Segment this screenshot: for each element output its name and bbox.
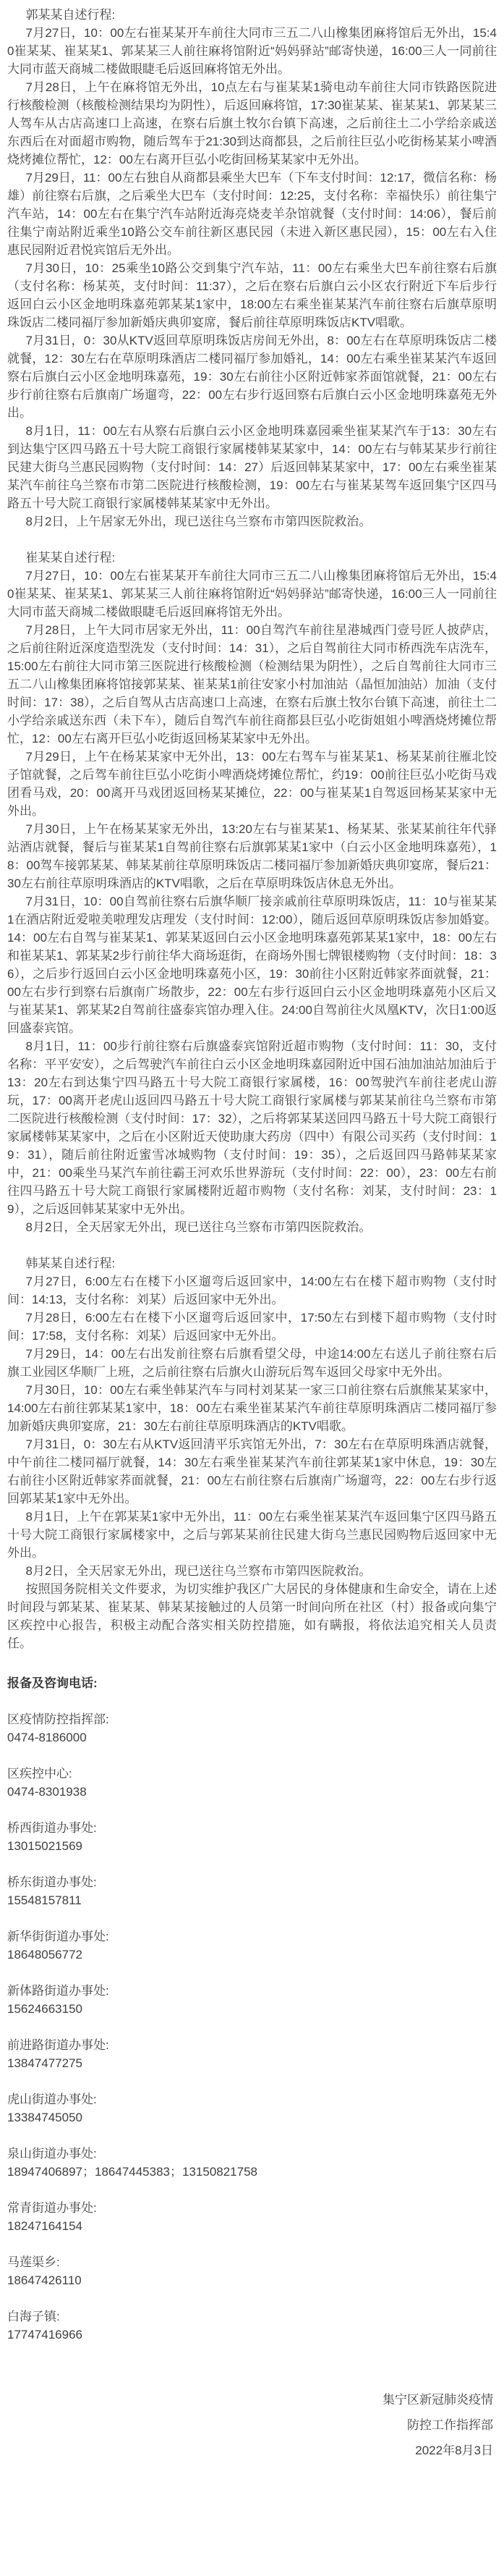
hotline-entry	[7, 2307, 497, 2344]
hotline-entry	[7, 1927, 497, 1964]
hotline-phone: 13847477275	[7, 2056, 83, 2070]
hotline-name: 马莲渠乡:	[7, 2255, 60, 2269]
notice-paragraph: 按照国务院相关文件要求，为切实维护我区广大居民的身体健康和生命安全，请在上述时间段与郭某某、崔某某、韩某某接触过的人员第一时间向所在社区（村）报备或向集宁区疾控中心报告，积极主动配合落实相关防控措施，如有瞒报，将依法追究相关人员责任。	[7, 1582, 497, 1650]
itinerary-paragraph: 8月1日，11：00步行前往察右后旗盛泰宾馆附近超市购物（支付时间：11：30，支付名称：平平安安），之后驾驶汽车前往白云小区金地明珠嘉园附近中国石油加油站加油后于13：20左右到达集宁四马路五十号大院工商银行家属楼，16：00驾驶汽车前往老虎山游玩，17：00离开老虎山返回四马路五十号大院工商银行家属楼与郭某某前往乌兰察布市第二医院进行核酸检测（支付时间：17：32），之后将郭某某送回四马路五十号大院工商银行家属楼韩某某家中，之后在小区附近天使助康大药房（四中）有限公司买药（支付时间：19：31），随后前往附近蜜雪冰城购物（支付时间：19：35），之后返回四马路韩某某家中，21：00乘坐马某汽车前往霸王河欢乐世界游玩（支付时间：22：00），23：00左右前往四马路五十号大院工商银行家属楼附近超市购物（支付名称：刘某，支付时间：23：19），之后返回韩某某家中无外出。	[7, 1039, 497, 1216]
section-title: 郭某某自述行程:	[25, 8, 116, 22]
itinerary-section-han	[7, 1254, 497, 1580]
hotline-phone: 0474-8186000	[7, 1731, 87, 1744]
itinerary-section-cui	[7, 549, 497, 1236]
hotline-name: 新华街街道办事处:	[7, 1930, 109, 1943]
hotline-phone: 18947406897；18647445383；13150821758	[7, 2165, 258, 2179]
itinerary-paragraph: 7月29日，11：00左右独自从商都县乘坐大巴车（下车支付时间：12:17，微信名称：杨雄）前往察右后旗，之后乘坐大巴车（支付时间：12:25，支付名称：幸福快乐）前往集宁汽车站，14：00左右在集宁汽车站附近海亮烧麦羊杂馆就餐（支付时间：14:06），餐后前往集宁南站附近乘坐10路公交车前往新区惠民园（未进入新区惠民园），15：00左右入住惠民园附近君悦宾馆后无外出。	[7, 171, 497, 257]
itinerary-paragraph: 8月1日，上午在郭某某1家中无外出，11：00左右乘坐崔某某汽车返回集宁区四马路五十号大院工商银行家属楼家中，之后与郭某某前往民建大街乌兰惠民园购物后返回家中无外出。	[7, 1510, 497, 1560]
hotline-entry	[7, 1765, 497, 1801]
hotline-entry	[7, 1819, 497, 1855]
hotline-name: 虎山街道办事处:	[7, 2093, 97, 2106]
hotline-name: 常青街道办事处:	[7, 2201, 97, 2215]
itinerary-paragraph: 7月27日，10：00左右崔某某开车前往大同市三五二八山橡集团麻将馆后无外出，15:40崔某某、崔某某1、郭某某三人前往麻将馆附近“妈妈驿站”邮寄快递，16:00三人一同前往大同市蓝天商城二楼做眼睫毛后返回麻将馆无外出。	[7, 26, 497, 76]
hotline-entry	[7, 2090, 497, 2127]
hotlines-title: 报备及咨询电话:	[7, 1676, 98, 1690]
hotline-phone: 13384745050	[7, 2111, 83, 2124]
signature-date: 2022年8月3日	[415, 2444, 493, 2457]
itinerary-paragraph: 7月28日，6:00左右在楼下小区遛弯后返回家中，17:50左右到楼下超市购物（支付时间：17:58，支付名称：刘某）后返回家中无外出。	[7, 1311, 497, 1343]
hotline-phone: 13015021569	[7, 1839, 83, 1853]
hotline-name: 白海子镇:	[7, 2310, 60, 2323]
itinerary-paragraph: 7月31日，10：00自驾前往察右后旗华顺厂接亲戚前往草原明珠饭店，11：10与崔某某1在酒店附近爱啦美啦理发店理发（支付时间：12:00），随后返回草原明珠饭店参加婚宴。14：00左右自驾与崔某某1、郭某某返回白云小区金地明珠嘉苑郭某某1家中，18：00左右和崔某某1、郭某某2步行前往华大商场逛街，在商场外围七牌银楼购物（支付时间：18：36），之后步行返回白云小区金地明珠嘉苑小区，19：30前往小区附近韩家荞面就餐，21：00左右步行到察右后旗南广场散步，22：00左右步行返回白云小区金地明珠嘉苑小区后又与崔某某1、郭某某2自驾前往盛泰宾馆办理入住。24:00自驾前往火凤凰KTV，次日1:00返回盛泰宾馆。	[7, 895, 497, 1035]
hotline-name: 桥西街道办事处:	[7, 1821, 97, 1835]
itinerary-paragraph: 7月31日，0：30左右从KTV返回清平乐宾馆无外出，7：30左右在草原明珠酒店就餐，中午前往二楼同福厅就餐，14：30左右乘坐崔某某汽车前往郭某某1家中休息，19：30左右前往小区附近韩家荞面就餐，21：00左右前往察右后旗南广场遛弯，22：00左右步行返回郭某某1家中无外出。	[7, 1437, 497, 1506]
hotline-phone: 18648056772	[7, 1948, 83, 1961]
section-title: 崔某某自述行程:	[25, 551, 116, 565]
hotline-name: 前进路街道办事处:	[7, 2038, 109, 2052]
hotline-entry	[7, 2199, 497, 2235]
itinerary-paragraph: 8月1日，11：00左右从察右后旗白云小区金地明珠嘉园乘坐崔某某汽车于13：30左右到达集宁区四马路五十号大院工商银行家属楼韩某某家中，14：00左右与韩某某步行前往民建大街乌兰惠民园购物（支付时间：14：27）后返回韩某某家中，17：00左右乘坐崔某某汽车前往乌兰察布市第二医院进行核酸检测，19：00左右与崔某某驾车返回集宁区四马路五十号大院工商银行家属楼韩某某家中无外出。	[7, 424, 497, 510]
section-title: 韩某某自述行程:	[25, 1257, 116, 1270]
itinerary-paragraph: 7月27日，6:00左右在楼下小区遛弯后返回家中，14:00左右在楼下超市购物（支付时间：14:13，支付名称：刘某）后返回家中无外出。	[7, 1275, 497, 1306]
itinerary-paragraph: 8月2日，全天居家无外出，现已送往乌兰察布市第四医院救治。	[25, 1564, 372, 1578]
itinerary-paragraph: 7月30日，上午在杨某某家无外出，13:20左右与崔某某1、杨某某、张某某前往年代驿站酒店就餐，餐后与崔某某1自驾前往察右后旗郭某某1家中（白云小区金地明珠嘉苑），18：00驾车接郭某某、韩某某前往草原明珠饭店二楼同福厅参加新婚庆典卯宴席，餐后21：30左右前往草原明珠酒店的KTV唱歌，之后在草原明珠饭店休息无外出。	[7, 822, 497, 890]
hotline-entry	[7, 1873, 497, 1909]
itinerary-paragraph: 7月27日，10：00左右崔某某开车前往大同市三五二八山橡集团麻将馆后无外出，15:40崔某某、崔某某1、郭某某三人前往麻将馆附近“妈妈驿站”邮寄快递，16:00三人一同前往大同市蓝天商城二楼做眼睫毛后返回麻将馆无外出。	[7, 569, 497, 619]
itinerary-paragraph: 8月2日，上午居家无外出，现已送往乌兰察布市第四医院救治。	[25, 515, 372, 528]
hotline-entry	[7, 1982, 497, 2018]
itinerary-paragraph: 7月30日，10：25乘坐10路公交到集宁汽车站，11：00左右乘坐大巴车前往察右后旗（支付名称：杨某英，支付时间：11:37），之后在察右后旗白云小区农行附近下车后步行返回白云小区金地明珠嘉苑郭某某1家中，18:00左右乘坐崔某某汽车前往察右后旗草原明珠饭店二楼同福厅参加新婚庆典卯宴席，餐后前往草原明珠饭店KTV唱歌。	[7, 261, 497, 329]
hotline-phone: 17747416966	[7, 2328, 83, 2341]
signature-block	[7, 2387, 497, 2463]
hotline-entry	[7, 2253, 497, 2289]
hotline-name: 新体路街道办事处:	[7, 1984, 109, 1998]
hotline-phone: 15624663150	[7, 2002, 83, 2016]
hotline-name: 区疾控中心:	[7, 1767, 72, 1781]
hotlines-list	[7, 1710, 497, 2344]
hotline-phone: 18647426110	[7, 2273, 82, 2287]
signature-org-line: 集宁区新冠肺炎疫情	[383, 2393, 493, 2407]
hotline-name: 桥东街道办事处:	[7, 1875, 97, 1889]
hotline-phone: 0474-8301938	[7, 1785, 87, 1799]
hotline-name: 泉山街道办事处:	[7, 2147, 97, 2161]
itinerary-paragraph: 7月29日，14：00左右出发前往察右后旗看望父母，中途14:00左右送儿子前往察右后旗工业园区华顺厂上班，之后前往察右后旗火山游玩后驾车返回父母家中无外出。	[7, 1347, 497, 1379]
hotline-entry	[7, 2145, 497, 2181]
itinerary-paragraph: 7月29日，上午在杨某某家中无外出，13：00左右驾车与崔某某1、杨某某前往雁北饺子馆就餐，之后驾车前往巨弘小吃街小啤酒烧烤摊位帮忙，约19：00前往巨弘小吃街马戏团看马戏，20：00离开马戏团返回杨某某摊位，22：00与崔某某1自驾返回杨某某家中无外出。	[7, 750, 497, 818]
hotline-phone: 18247164154	[7, 2219, 83, 2233]
hotline-entry	[7, 2036, 497, 2072]
itinerary-paragraph: 7月31日，0：30从KTV返回草原明珠饭店房间无外出，8：00左右在草原明珠饭店二楼就餐，12：30左右在草原明珠酒店二楼同福厅参加婚礼，14：00左右乘坐崔某某汽车返回察右后旗白云小区金地明珠嘉苑，19：30左右前往小区附近韩家荞面馆就餐，21：00左右步行前往察右后旗南广场遛弯，22：00左右步行返回察右后旗白云小区金地明珠嘉苑无外出。	[7, 334, 497, 420]
hotline-entry	[7, 1710, 497, 1747]
itinerary-paragraph: 7月30日，10：00左右乘坐韩某汽车与同村刘某某一家三口前往察右后旗熊某某家中，14:00左右前往郭某某1家中，18：00左右乘坐崔某某汽车前往草原明珠酒店二楼同福厅参加新婚庆典卯宴席，21：30左右前往草原明珠酒店的KTV唱歌。	[7, 1383, 497, 1433]
itinerary-section-guo	[7, 6, 497, 531]
signature-dept-line: 防控工作指挥部	[407, 2418, 493, 2432]
hotline-phone: 15548157811	[7, 1893, 82, 1907]
itinerary-paragraph: 8月2日，全天居家无外出，现已送往乌兰察布市第四医院救治。	[25, 1220, 372, 1234]
itinerary-paragraph: 7月28日，上午大同市居家无外出，11：00自驾汽车前往星港城西门壹号匠人披萨店，之后前往附近深度造型洗发（支付时间：14：31），之后自驾前往大同市桥西洗车店洗车，15:00左右前往大同市第三医院进行核酸检测（检测结果为阴性），之后自驾前往大同市三五二八山橡集团麻将馆接郭某某、崔某某1前往安家小村加油站（晶恒加油站）加油（支付时间：17：38），之后自驾从古店高速口上高速，在察右后旗土牧尔台镇下高速，前往土二小学给亲戚送东西（未下车），随后自驾汽车前往商都县巨弘小吃街姐姐小啤酒烧烤摊位帮忙，12：00左右离开巨弘小吃街返回杨某某家中无外出。	[7, 623, 497, 746]
itinerary-paragraph: 7月28日，上午在麻将馆无外出，10点左右与崔某某1骑电动车前往大同市铁路医院进行核酸检测（核酸检测结果均为阴性），后返回麻将馆，17:30崔某某、崔某某1、郭某某三人驾车从古店高速口上高速，在察右后旗土牧尔台镇下高速，之后前往土二小学给亲戚送东西后在对面超市购物，随后驾车于21:30到达商都县，之后前往巨弘小吃街杨某某小啤酒烧烤摊位帮忙，12：00左右离开巨弘小吃街回杨某某家中无外出。	[7, 80, 497, 166]
hotline-name: 区疫情防控指挥部:	[7, 1713, 109, 1726]
